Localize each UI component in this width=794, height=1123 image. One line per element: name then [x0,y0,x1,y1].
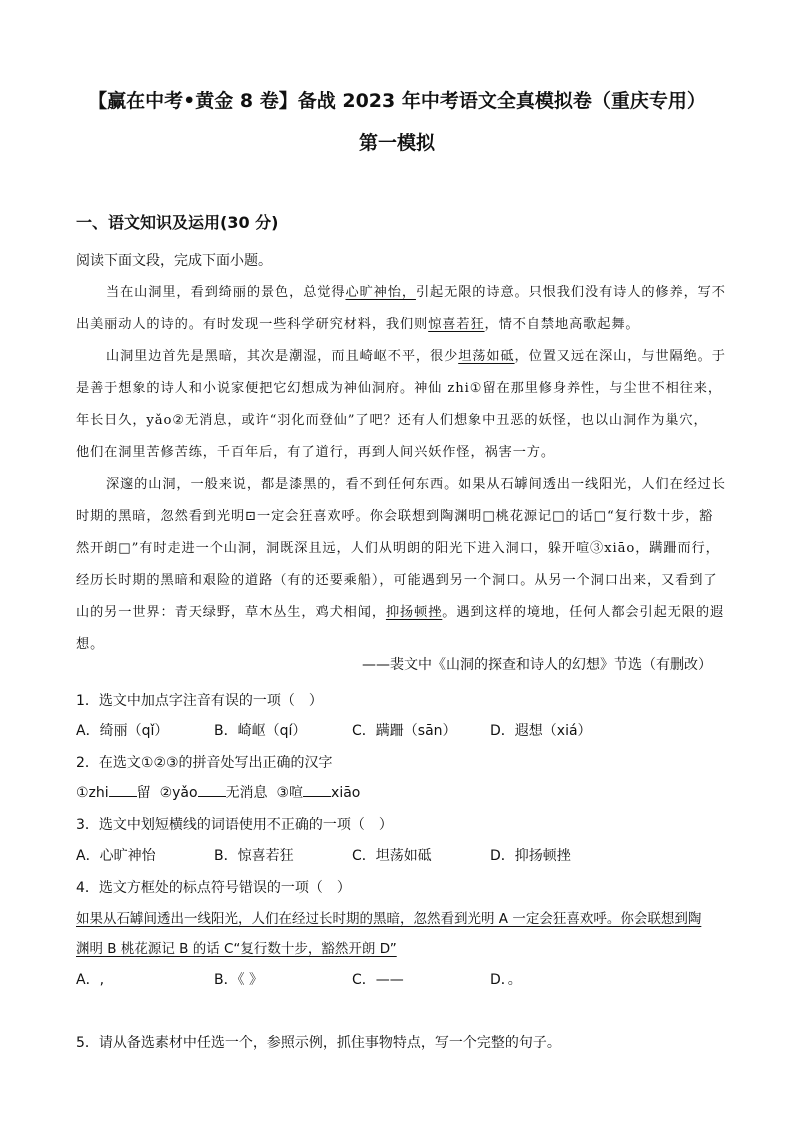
passage-line: 时期的黑暗，忽然看到光明⊡一定会狂喜欢呼。你会联想到陶渊明□桃花源记□的话□“复行数十步，豁 [76,509,714,524]
q1-option-c: C．蹒跚（sān） [352,723,457,739]
blank-label: ③喧 [276,785,304,801]
question-4-quote [76,907,701,927]
passage-source: ——裴文中《山洞的探查和诗人的幻想》节选（有删改） [362,657,712,673]
underlined-word: 坦荡如砥 [458,349,515,364]
q1-option-a: A．绮丽（qǐ） [76,723,169,739]
passage-line [76,313,640,332]
instruction: 阅读下面文段，完成下面小题。 [76,253,272,269]
blank-label: ②yǎo [159,785,198,801]
q4-option-a: A．, [76,972,105,988]
q1-option-b: B．崎岖（qí） [214,723,307,739]
blank-label: ①zhi [76,785,109,801]
text-run: 山的另一世界：青天绿野，草木丛生，鸡犬相闻， [76,605,386,620]
question-2-stem: 2．在选文①②③的拼音处写出正确的汉字 [76,755,333,771]
passage-line: 年长日久，yǎo②无消息，或许“羽化而登仙”了吧？还有人们想象中丑恶的妖怪，也以山洞作为巢穴， [76,413,708,428]
doc-title: 【赢在中考•黄金 8 卷】备战 2023 年中考语文全真模拟卷（重庆专用） [88,90,706,112]
answer-blank [198,784,226,797]
q4-option-d: D．。 [490,972,522,988]
q3-option-d: D．抑扬顿挫 [490,848,571,864]
blank-label: 无消息 [225,785,268,801]
blank-label: xiāo [331,785,361,801]
question-5-stem: 5．请从备选素材中任选一个，参照示例，抓住事物特点，写一个完整的句子。 [76,1035,561,1051]
text-run: 。遇到这样的境地，任何人都会引起无限的遐 [442,605,725,620]
text-run: 引起无限的诗意。只恨我们没有诗人的修养，写不 [415,285,726,300]
text-run: 山洞里边首先是黑暗，其次是潮湿，而且崎岖不平，很少 [106,349,459,364]
q1-option-d: D．遐想（xiá） [490,723,592,739]
q3-option-a: A．心旷神怡 [76,848,156,864]
passage-line: 他们在洞里苦修苦练，千百年后，有了道行，再到人间兴妖作怪，祸害一方。 [76,445,555,460]
question-2-blanks [76,782,360,802]
question-4-stem: 4．选文方框处的标点符号错误的一项（ ） [76,880,351,896]
question-1-stem: 1．选文中加点字注音有误的一项（ ） [76,693,323,709]
underlined-word: 惊喜若狂 [428,317,485,332]
passage-line: 是善于想象的诗人和小说家便把它幻想成为神仙洞府。神仙 zhi①留在那里修身养性，与尘世不相往来， [76,381,722,396]
passage-line [106,281,726,300]
passage-line [76,601,724,620]
underlined-word: 心旷神怡， [345,285,416,300]
passage-line: 然开朗□”有时走进一个山洞，洞既深且远，人们从明朗的阳光下进入洞口，躲开喧③xiāo，蹒跚而行， [76,541,720,556]
question-4-quote [76,937,397,957]
text-run: 当在山洞里，看到绮丽的景色，总觉得 [106,285,346,300]
answer-blank [109,784,137,797]
q4-option-b: B．《 》 [214,972,264,988]
text-run: ，情不自禁地高歌起舞。 [484,317,640,332]
passage-line: 经历长时期的黑暗和艰险的道路（有的还要乘船），可能遇到另一个洞口。从另一个洞口出来，又看到了 [76,573,718,588]
quote-line: 如果从石罅间透出一线阳光，人们在经过长时期的黑暗，忽然看到光明 A 一定会狂喜欢呼。你会联想到陶 [76,911,702,927]
text-run: 出美丽动人的诗的。有时发现一些科学研究材料，我们则 [76,317,429,332]
section-heading: 一、语文知识及运用(30 分) [76,213,279,232]
passage-line: 深邃的山洞，一般来说，都是漆黑的，看不到任何东西。如果从石罅间透出一线阳光，人们在经过长 [106,477,726,492]
blank-label: 留 [136,785,151,801]
passage-line: 想。 [76,637,105,652]
underlined-word: 抑扬顿挫 [385,605,443,620]
passage-line [106,345,726,364]
q4-option-c: C．—— [352,972,404,988]
doc-subtitle: 第一模拟 [358,132,435,154]
q3-option-c: C．坦荡如砥 [352,848,432,864]
answer-blank [303,784,331,797]
quote-line: 渊明 B 桃花源记 B 的话 C“复行数十步，豁然开朗 D” [76,941,397,957]
q3-option-b: B．惊喜若狂 [214,848,294,864]
question-3-stem: 3．选文中划短横线的词语使用不正确的一项（ ） [76,817,393,833]
text-run: ，位置又远在深山，与世隔绝。于 [514,349,726,364]
